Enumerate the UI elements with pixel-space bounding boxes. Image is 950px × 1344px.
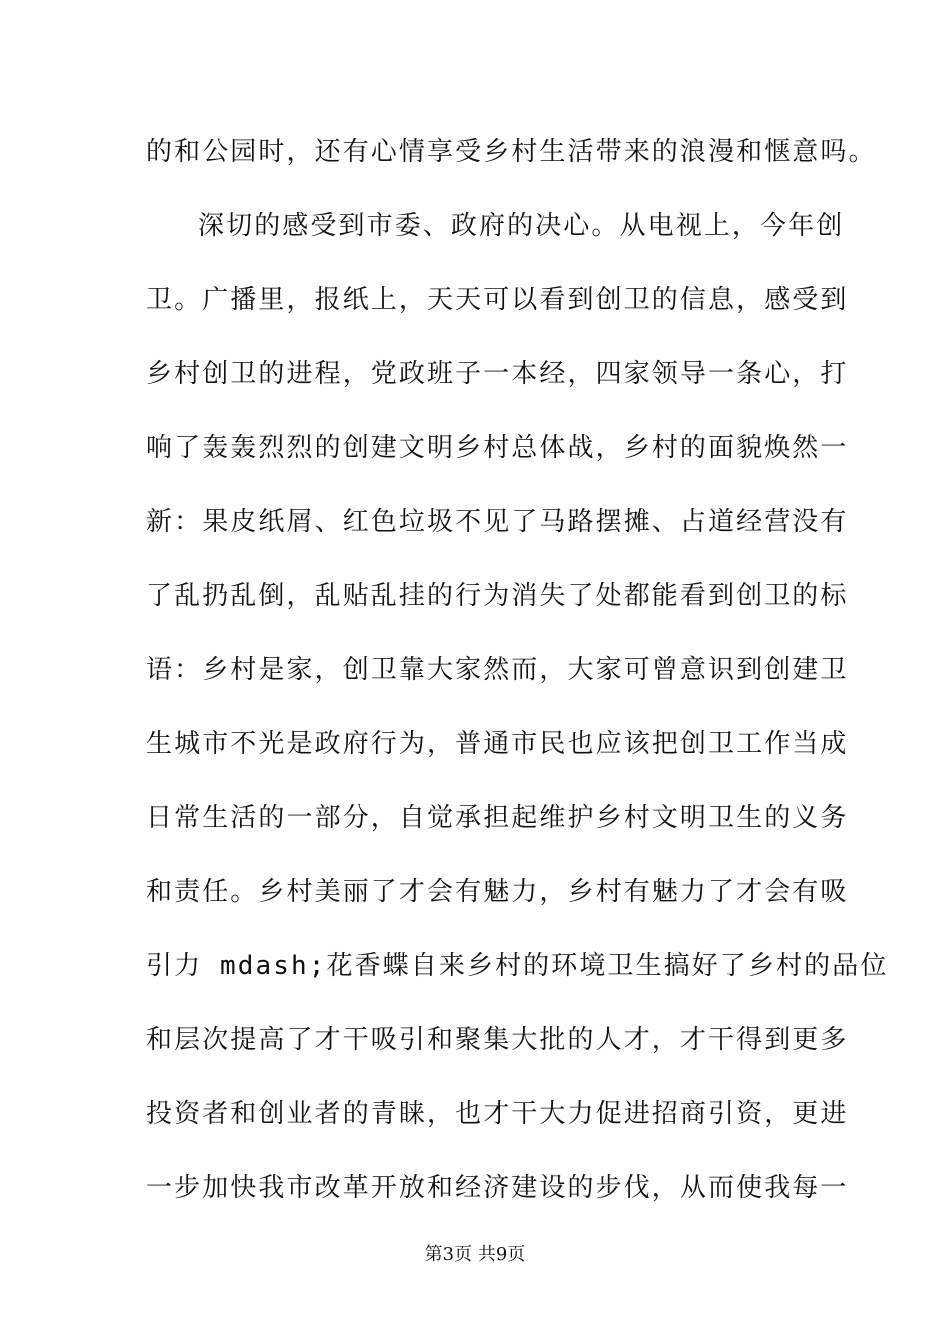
paragraph-first-line: 深切的感受到市委、政府的决心。从电视上，今年创 bbox=[198, 211, 845, 241]
text-line: 和层次提高了才干吸引和聚集大批的人才，才干得到更多 bbox=[146, 1025, 849, 1055]
text-line: 了乱扔乱倒，乱贴乱挂的行为消失了处都能看到创卫的标 bbox=[146, 581, 849, 611]
text-line: 响了轰轰烈烈的创建文明乡村总体战，乡村的面貌焕然一 bbox=[146, 433, 849, 463]
text-line: 语：乡村是家，创卫靠大家然而，大家可曾意识到创建卫 bbox=[146, 655, 849, 685]
text-line: 的和公园时，还有心情享受乡村生活带来的浪漫和惬意吗。 bbox=[146, 137, 877, 167]
body-text bbox=[146, 128, 889, 1238]
text-line: 日常生活的一部分，自觉承担起维护乡村文明卫生的义务 bbox=[146, 803, 849, 833]
text-line: 乡村创卫的进程，党政班子一本经，四家领导一条心，打 bbox=[146, 359, 849, 389]
text-line: 卫。广播里，报纸上，天天可以看到创卫的信息，感受到 bbox=[146, 285, 849, 315]
text-line: 新：果皮纸屑、红色垃圾不见了马路摆摊、占道经营没有 bbox=[146, 507, 849, 537]
text-line: 投资者和创业者的青睐，也才干大力促进招商引资，更进 bbox=[146, 1099, 849, 1129]
text-line: 和责任。乡村美丽了才会有魅力，乡村有魅力了才会有吸 bbox=[146, 877, 849, 907]
text-line: 引力 mdash;花香蝶自来乡村的环境卫生搞好了乡村的品位 bbox=[146, 951, 889, 981]
text-line: 一步加快我市改革开放和经济建设的步伐，从而使我每一 bbox=[146, 1173, 849, 1203]
text-line: 生城市不光是政府行为，普通市民也应该把创卫工作当成 bbox=[146, 729, 849, 759]
page-footer: 第3页 共9页 bbox=[424, 1244, 526, 1265]
